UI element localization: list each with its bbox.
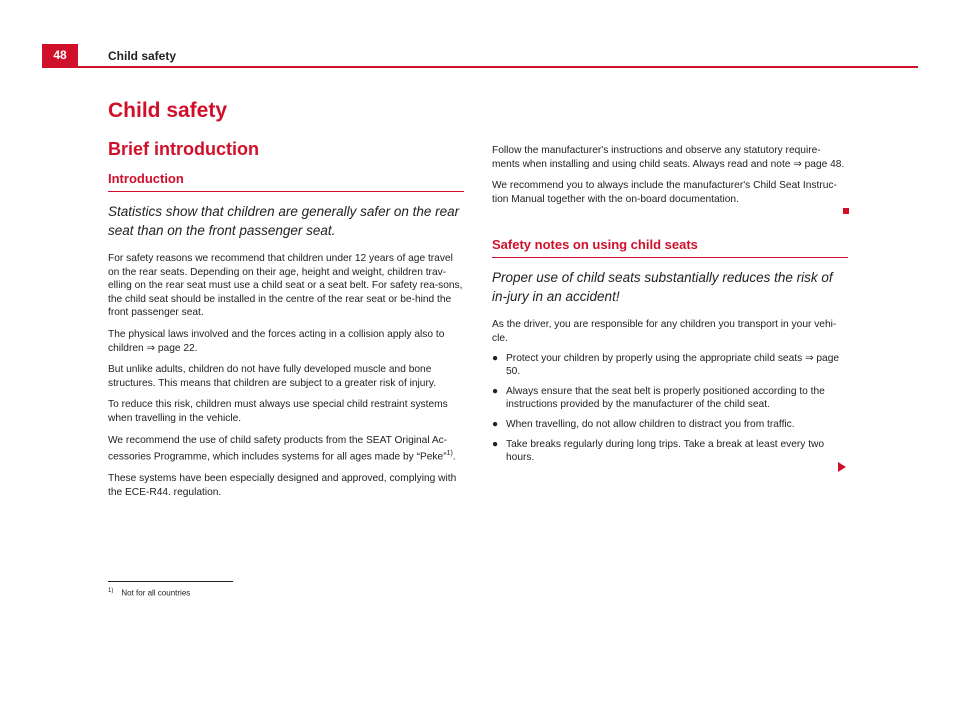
- section-end-icon: [843, 208, 849, 214]
- page-header: [42, 44, 918, 68]
- footnote-divider: [108, 581, 233, 582]
- paragraph: As the driver, you are responsible for any children you transport in your vehi-cle.: [492, 319, 837, 344]
- list-item: [492, 352, 848, 379]
- list-item-text: When travelling, do not allow children to distract you from traffic.: [506, 418, 795, 430]
- paragraph-text: We recommend the use of child safety products from the SEAT Original Ac-cessories Programme, which includes systems for all ages made by “Peke”: [108, 434, 448, 463]
- bullet-icon: ●: [492, 438, 499, 450]
- paragraph: For safety reasons we recommend that children under 12 years of age travel on the rear seats. Depending on their age, height and weight, children trav-elling on the rear seat must use a child seat or a seat belt. For safety rea-sons, the child seat should be installed in the centre of the rear seat or be-hind the front passenger seat.: [108, 253, 463, 319]
- intro-lead: Statistics show that children are generally safer on the rear seat than on the front passenger seat.: [108, 204, 460, 238]
- paragraph: But unlike adults, children do not have fully developed muscle and bone structures. This means that children are subject to a greater risk of injury.: [108, 364, 437, 389]
- punctuation: .: [452, 451, 456, 463]
- list-item: [492, 438, 848, 465]
- running-title: Child safety: [108, 49, 177, 63]
- section-title: Brief introduction: [108, 139, 259, 159]
- list-item: [492, 418, 848, 432]
- bullet-icon: ●: [492, 418, 499, 430]
- safety-lead: Proper use of child seats substantially reduces the risk of in-jury in an accident!: [492, 270, 833, 305]
- bullet-icon: ●: [492, 385, 499, 397]
- paragraph: To reduce this risk, children must always use special child restraint systems when travelling in the vehicle.: [108, 399, 448, 424]
- safety-notes-title: Safety notes on using child seats: [492, 236, 848, 258]
- list-item-text: Always ensure that the seat belt is properly positioned according to the instructions provided by the manufacturer of the child seat.: [506, 385, 825, 411]
- paragraph: [108, 434, 464, 465]
- footnote-text: Not for all countries: [121, 588, 191, 598]
- footnote-marker: 1): [108, 588, 114, 594]
- subsection-title: Introduction: [108, 170, 464, 192]
- footnote: [108, 588, 190, 598]
- paragraph: These systems have been especially designed and approved, complying with the ECE-R44. regulation.: [108, 473, 457, 498]
- footnote-ref[interactable]: 1): [446, 450, 453, 458]
- left-column: [108, 96, 464, 499]
- list-item-text: Take breaks regularly during long trips. Take a break at least every two hours.: [506, 438, 825, 464]
- right-column: [492, 144, 848, 465]
- page-number: 48: [42, 44, 78, 66]
- list-item: [492, 385, 848, 412]
- continue-arrow-icon: [838, 462, 846, 472]
- bullet-icon: ●: [492, 352, 499, 364]
- chapter-title: Child safety: [108, 99, 228, 122]
- paragraph: The physical laws involved and the forces acting in a collision apply also to children ⇒ page 22.: [108, 328, 445, 354]
- paragraph: We recommend you to always include the manufacturer's Child Seat Instruc-tion Manual together with the on-board documentation.: [492, 180, 837, 205]
- list-item-text: Protect your children by properly using the appropriate child seats ⇒ page 50.: [506, 352, 840, 378]
- paragraph: Follow the manufacturer's instructions and observe any statutory require-ments when installing and using child seats. Always read and note ⇒ page 48.: [492, 145, 845, 170]
